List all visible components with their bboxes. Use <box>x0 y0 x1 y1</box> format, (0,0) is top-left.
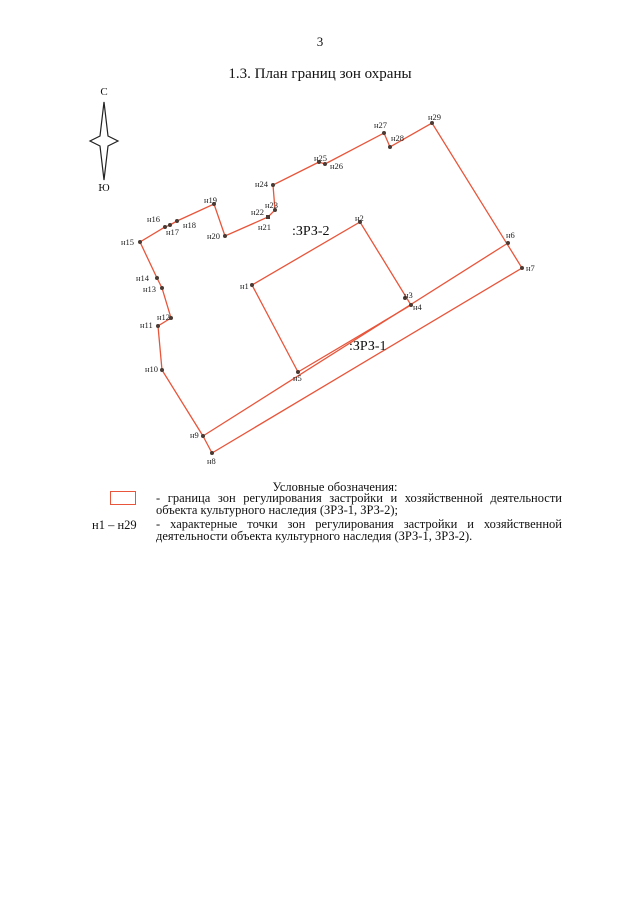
point-label: н21 <box>258 222 272 232</box>
boundary-legend-swatch <box>110 491 136 505</box>
point-label: н23 <box>265 200 279 210</box>
point-n20 <box>223 234 227 238</box>
compass-south-label: Ю <box>98 182 110 194</box>
point-label: н14 <box>136 273 150 283</box>
point-n1 <box>250 283 254 287</box>
zone-label-zrz1: :ЗРЗ-1 <box>349 339 387 354</box>
point-label: н2 <box>355 213 364 223</box>
point-n11 <box>156 324 160 328</box>
point-n24 <box>271 183 275 187</box>
point-label: н5 <box>293 373 302 383</box>
point-label: н9 <box>190 430 199 440</box>
point-label: н8 <box>207 456 216 466</box>
point-n7 <box>520 266 524 270</box>
outer-boundary-line <box>140 123 522 453</box>
point-label: н11 <box>140 320 153 330</box>
point-label: н17 <box>166 227 180 237</box>
point-label: н6 <box>506 230 515 240</box>
point-n9 <box>201 434 205 438</box>
point-label: н19 <box>204 195 218 205</box>
point-n21 <box>266 215 270 219</box>
zrz2-boundary <box>252 222 411 372</box>
point-label: н15 <box>121 237 135 247</box>
point-label: н18 <box>183 220 197 230</box>
legend-heading: Условные обозначения: <box>272 480 398 494</box>
point-label: н27 <box>374 120 388 130</box>
point-n27 <box>382 131 386 135</box>
point-label: н22 <box>251 207 265 217</box>
point-n10 <box>160 368 164 372</box>
point-n15 <box>138 240 142 244</box>
point-label: н29 <box>428 112 442 122</box>
legend-points-text: - характерные точки зон регулирования застройки и хозяйственной деятельности объекта культурного наследия (ЗРЗ-1, ЗРЗ-2). <box>156 517 562 543</box>
legend-points-range: н1 – н29 <box>92 518 137 532</box>
point-n14 <box>155 276 159 280</box>
point-label: н24 <box>255 179 269 189</box>
point-n13 <box>160 286 164 290</box>
page-title: 1.3. План границ зон охраны <box>228 66 412 82</box>
point-label: н16 <box>147 214 161 224</box>
point-label: н13 <box>143 284 157 294</box>
page-number: 3 <box>316 34 324 49</box>
point-label: н25 <box>314 153 328 163</box>
point-label: н10 <box>145 364 159 374</box>
point-label: н4 <box>413 302 422 312</box>
point-n18 <box>175 219 179 223</box>
legend-boundary-text: - граница зон регулирования застройки и хозяйственной деятельности объекта культурного наследия (ЗРЗ-1, ЗРЗ-2); <box>156 491 562 517</box>
compass-north-label: С <box>100 86 108 98</box>
point-label: н3 <box>404 290 413 300</box>
point-n28 <box>388 145 392 149</box>
zone-label-zrz2: :ЗРЗ-2 <box>292 224 330 239</box>
point-n6 <box>506 241 510 245</box>
point-label: н28 <box>391 133 405 143</box>
point-label: н12 <box>157 312 171 322</box>
point-label: н7 <box>526 263 535 273</box>
point-n8 <box>210 451 214 455</box>
point-label: н1 <box>240 281 249 291</box>
point-label: н26 <box>330 161 344 171</box>
point-label: н20 <box>207 231 221 241</box>
